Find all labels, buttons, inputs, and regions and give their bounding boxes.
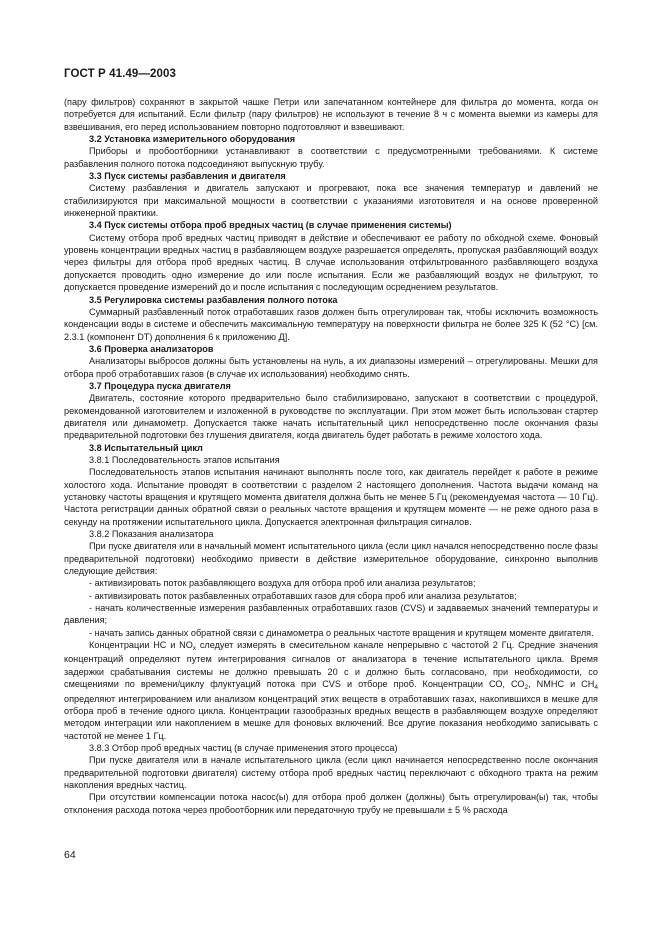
text-run: Концентрации НС и NO bbox=[89, 640, 193, 651]
section-heading: 3.7 Процедура пуска двигателя bbox=[89, 380, 231, 391]
section-heading: 3.6 Проверка анализаторов bbox=[89, 343, 214, 354]
paragraph: Последовательность этапов испытания начинают выполнять после того, как двигатель перейдет к работе в режиме холостого хода. Испытание проводят в соответствии с разделом 2 настоящего дополнения. Частота выдачи команд на установку частоты вращения и крутящего момента двигателя должна быть не менее 5 Гц (рекомендуемая частота — 10 Гц). Частота регистрации данных обратной связи о реальных частоте вращения и крутящем моменте — не реже одного раза в секунду на протяжении испытательного цикла. Допускается электронная фильтрация сигналов. bbox=[64, 467, 598, 527]
paragraph: Анализаторы выбросов должны быть установлены на нуль, а их диапазоны измерений – отрегулированы. Мешки для отбора проб отработавших газов (в случае их использования) необходимо снять. bbox=[64, 356, 598, 379]
section-heading: 3.2 Установка измерительного оборудования bbox=[89, 134, 296, 145]
paragraph: Систему разбавления и двигатель запускают и прогревают, пока все значения температур и давлений не стабилизируются при максимальной мощности в соответствии с указаниями изготовителя и на основе проверенной инженерной практики. bbox=[64, 183, 598, 219]
page-number: 64 bbox=[64, 849, 76, 861]
page-header-title: ГОСТ Р 41.49—2003 bbox=[64, 68, 176, 80]
text-run: следует измерять в смесительном канале непрерывно с частотой 2 Гц. Средние значения концентраций определяют путем интегрирования сигналов от анализатора в течение испытательного цикла. Время задержки срабатывания системы не должно превышать 20 с и должно быть согласовано, при необходимости, со смещениями по времени/циклу флуктуаций потока при CVS и отборе проб. Концентрации СО, СО bbox=[64, 640, 598, 690]
paragraph: Приборы и пробоотборники устанавливают в соответствии с предусмотренными требованиями. К системе разбавления полного потока подсоединяют выпускную трубу. bbox=[64, 146, 598, 169]
section-heading: 3.3 Пуск системы разбавления и двигателя bbox=[89, 171, 286, 182]
subscript: x bbox=[192, 645, 197, 653]
paragraph: (пару фильтров) сохраняют в закрытой чашке Петри или запечатанном контейнере для фильтра до момента, когда он потребуется для испытаний. Если фильтр (пару фильтров) не используют в течение 8 ч с момента выемки из камеры для взвешивания, его перед использованием повторно подготовляют и взвешивают. bbox=[64, 97, 598, 132]
paragraph: При пуске двигателя или в начальный момент испытательного цикла (если цикл начался непосредственно после фазы предварительной подготовки) необходимо привести в действие измерительное оборудование, синхронно выполнив следующие действия: bbox=[64, 541, 598, 577]
list-item: - активизировать поток разбавленных отработавших газов для сбора проб или анализа результатов; bbox=[89, 590, 517, 601]
text-run: , NMHC и CH bbox=[528, 679, 595, 690]
subscript: 4 bbox=[594, 684, 598, 692]
paragraph-concentrations bbox=[64, 639, 598, 742]
text-run: определяют интегрированием или анализом концентраций этих веществ в отработавших газах, накопившихся в мешке для отбора проб в течение одного цикла. Концентрации газообразных вредных веществ в разбавляющем воздухе определяют методом интеграции или накоплением в мешке для фоновых включений. Все другие показания необходимо записывать с частотой не менее 1 Гц. bbox=[64, 693, 598, 741]
section-heading: 3.5 Регулировка системы разбавления полного потока bbox=[89, 294, 338, 305]
document-body bbox=[64, 96, 598, 816]
paragraph: Двигатель, состояние которого предварительно было стабилизировано, запускают в соответствии с процедурой, рекомендованной изготовителем и изложенной в руководстве по эксплуатации. При этом может быть использован стартер двигателя или динамометр. Допускается также начать испытательный цикл непосредственно после окончания фазы предварительной подготовки без глушения двигателя, когда двигатель будет работать в режиме холостого хода. bbox=[64, 393, 598, 441]
list-item: - начать запись данных обратной связи с динамометра о реальных частоте вращения и крутящем моменте двигателя. bbox=[89, 627, 594, 638]
subscript: 2 bbox=[524, 684, 529, 692]
paragraph: При отсутствии компенсации потока насос(ы) для отбора проб должен (должны) быть отрегулирован(ы) так, чтобы отклонения расхода потока через пробоотборник или передаточную трубу не превышали ± 5 % расхода bbox=[64, 792, 598, 815]
section-heading: 3.4 Пуск системы отбора проб вредных частиц (в случае применения системы) bbox=[89, 220, 452, 231]
subsection-heading: 3.8.2 Показания анализатора bbox=[89, 529, 214, 540]
paragraph: Систему отбора проб вредных частиц приводят в действие и обеспечивают ее работу по обходной схеме. Фоновый уровень концентрации вредных частиц в разбавляющем воздухе разрешается определять, пропуская разбавляющий воздух через фильтры для отбора проб вредных частиц. В случае использования отфильтрованного разбавляющего воздуха допускается проводить одно измерение до или после испытания. Если же разбавляющий воздух не фильтруют, то допускается проведение измерений до и после испытания с последующим осреднением результатов. bbox=[64, 232, 598, 293]
subsection-heading: 3.8.3 Отбор проб вредных частиц (в случае применения этого процесса) bbox=[89, 742, 398, 753]
list-item: - активизировать поток разбавляющего воздуха для отбора проб или анализа результатов; bbox=[89, 578, 476, 589]
subsection-heading: 3.8.1 Последовательность этапов испытания bbox=[89, 454, 280, 465]
section-heading: 3.8 Испытательный цикл bbox=[89, 442, 203, 453]
list-item: - начать количественные измерения разбавленных отработавших газов (CVS) и задаваемых значений температуры и давления; bbox=[64, 603, 598, 626]
paragraph: Суммарный разбавленный поток отработавших газов должен быть отрегулирован так, чтобы исключить возможность конденсации воды в системе и обеспечить максимальную температуру на поверхности фильтра не более 325 К (52 °С) [см. 2.3.1 (компонент DT) дополнения 6 к приложению Д]. bbox=[64, 306, 598, 342]
paragraph: При пуске двигателя или в начале испытательного цикла (если цикл начинается непосредственно после окончания предварительной подготовки двигателя) систему отбора проб вредных частиц переключают с обходного тракта на режим накопления вредных частиц. bbox=[64, 755, 598, 790]
